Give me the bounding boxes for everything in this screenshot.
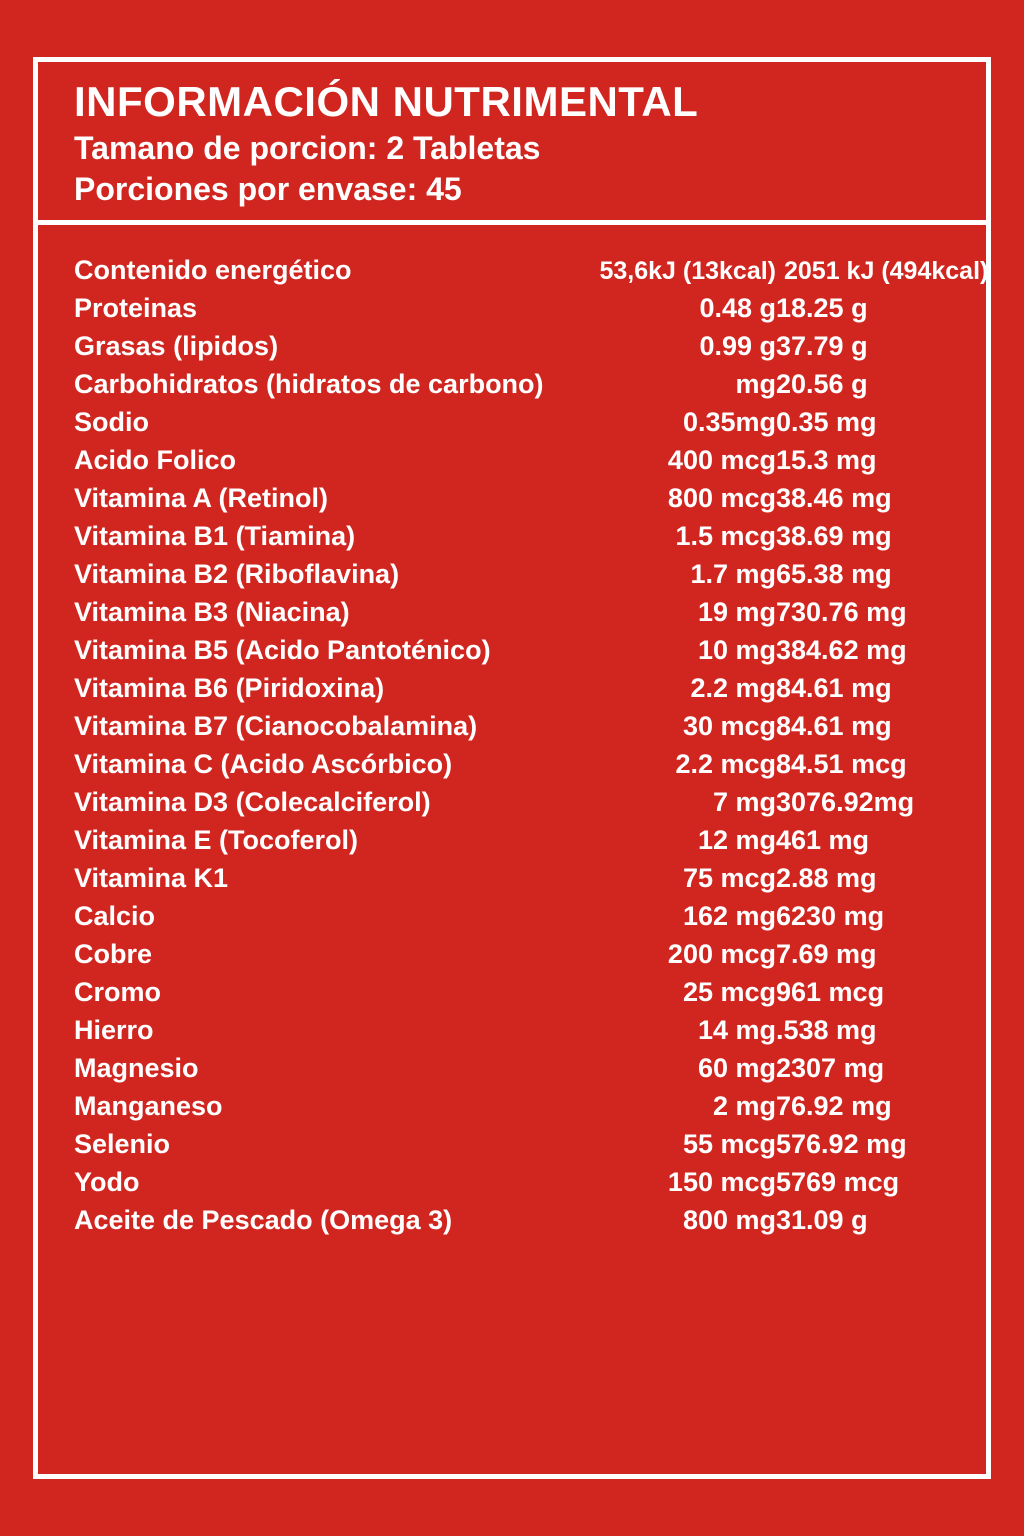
nutrient-name: Vitamina B1 (Tiamina) (74, 520, 356, 551)
nutrient-value-per-100g: 38.46 mg (776, 482, 892, 513)
table-row (74, 365, 1024, 403)
nutrient-name: Acido Folico (74, 444, 236, 475)
nutrient-value-per-100g: 15.3 mg (776, 444, 877, 475)
nutrient-value-per-100g: 730.76 mg (776, 596, 907, 627)
table-row (74, 1201, 1024, 1239)
table-row (74, 821, 1024, 859)
nutrient-value-per-serving: 2.2 mg (690, 672, 776, 703)
nutrient-name: Vitamina C (Acido Ascórbico) (74, 748, 453, 779)
nutrient-value-per-100g: 6230 mg (776, 900, 885, 931)
nutrient-value-per-serving: 14 mg (697, 1014, 776, 1045)
nutrient-value-per-100g: 18.25 g (776, 292, 868, 323)
table-row (74, 1049, 1024, 1087)
nutrient-name: Calcio (74, 900, 156, 931)
nutrient-name: Carbohidratos (hidratos de carbono) (74, 368, 544, 399)
nutrition-table-wrapper (38, 225, 989, 1474)
nutrient-value-per-100g: 961 mcg (776, 976, 885, 1007)
nutrition-table-body (74, 251, 1024, 1239)
table-row (74, 517, 1024, 555)
nutrient-value-per-serving: 25 mcg (682, 976, 776, 1007)
nutrient-name: Vitamina B7 (Cianocobalamina) (74, 710, 478, 741)
nutrient-value-per-serving: 75 mcg (682, 862, 776, 893)
nutrient-name: Contenido energético (74, 254, 352, 285)
nutrient-value-per-serving: mg (735, 368, 776, 399)
table-row (74, 745, 1024, 783)
nutrient-value-per-100g: 84.51 mcg (776, 748, 907, 779)
nutrient-name: Vitamina E (Tocoferol) (74, 824, 359, 855)
nutrient-value-per-100g: 84.61 mg (776, 710, 892, 741)
nutrient-name: Selenio (74, 1128, 171, 1159)
nutrient-value-per-serving: 19 mg (697, 596, 776, 627)
table-row (74, 1011, 1024, 1049)
table-row (74, 669, 1024, 707)
nutrient-value-per-serving: 1.7 mg (690, 558, 776, 589)
nutrient-name: Magnesio (74, 1052, 199, 1083)
nutrient-value-per-100g: 3076.92mg (776, 786, 915, 817)
nutrient-value-per-serving: 55 mcg (682, 1128, 776, 1159)
nutrient-value-per-serving: 7 mg (712, 786, 776, 817)
page-title: INFORMACIÓN NUTRIMENTAL (74, 78, 699, 125)
nutrient-name: Yodo (74, 1166, 140, 1197)
table-row (74, 403, 1024, 441)
nutrient-value-per-100g: 84.61 mg (776, 672, 892, 703)
nutrient-value-per-100g: 2051 kJ (494kcal) (784, 256, 989, 285)
nutrient-name: Sodio (74, 406, 149, 437)
nutrient-name: Vitamina B5 (Acido Pantoténico) (74, 634, 491, 665)
nutrition-table (74, 251, 1024, 1239)
table-row (74, 327, 1024, 365)
nutrient-value-per-100g: .538 mg (776, 1014, 877, 1045)
nutrient-value-per-serving: 400 mcg (667, 444, 776, 475)
nutrient-value-per-serving: 162 mg (682, 900, 776, 931)
nutrient-value-per-100g: 576.92 mg (776, 1128, 907, 1159)
nutrient-name: Manganeso (74, 1090, 223, 1121)
nutrient-value-per-serving: 12 mg (697, 824, 776, 855)
nutrient-value-per-serving: 10 mg (697, 634, 776, 665)
table-row (74, 897, 1024, 935)
nutrient-value-per-serving: 60 mg (697, 1052, 776, 1083)
nutrient-value-per-serving: 30 mcg (682, 710, 776, 741)
nutrient-value-per-serving: 200 mcg (667, 938, 776, 969)
nutrient-value-per-serving: 2.2 mcg (675, 748, 776, 779)
nutrient-value-per-100g: 37.79 g (776, 330, 868, 361)
nutrient-value-per-serving: 0.48 g (699, 292, 776, 323)
table-row (74, 593, 1024, 631)
nutrient-name: Aceite de Pescado (Omega 3) (74, 1204, 453, 1235)
nutrient-name: Vitamina B6 (Piridoxina) (74, 672, 385, 703)
nutrient-value-per-serving: 2 mg (712, 1090, 776, 1121)
table-row (74, 1163, 1024, 1201)
table-row (74, 859, 1024, 897)
serving-size-text: Tamano de porcion: 2 Tabletas (74, 130, 541, 167)
nutrient-value-per-serving: 800 mg (682, 1204, 776, 1235)
nutrient-value-per-100g: 2307 mg (776, 1052, 885, 1083)
nutrient-name: Hierro (74, 1014, 154, 1045)
nutrient-name: Vitamina B3 (Niacina) (74, 596, 350, 627)
nutrient-value-per-serving: 800 mcg (667, 482, 776, 513)
servings-per-container-text: Porciones por envase: 45 (74, 171, 462, 208)
nutrient-value-per-100g: 31.09 g (776, 1204, 868, 1235)
nutrient-value-per-100g: 2.88 mg (776, 862, 877, 893)
nutrient-name: Vitamina K1 (74, 862, 229, 893)
nutrient-value-per-serving: 1.5 mcg (675, 520, 776, 551)
nutrient-value-per-100g: 76.92 mg (776, 1090, 892, 1121)
table-row (74, 441, 1024, 479)
table-row (74, 1125, 1024, 1163)
nutrient-name: Vitamina D3 (Colecalciferol) (74, 786, 431, 817)
nutrition-facts-panel (33, 57, 991, 1479)
nutrient-value-per-serving: 150 mcg (667, 1166, 776, 1197)
table-row (74, 479, 1024, 517)
nutrient-value-per-serving: 0.35mg (682, 406, 776, 437)
nutrient-name: Vitamina B2 (Riboflavina) (74, 558, 400, 589)
table-row (74, 783, 1024, 821)
table-row (74, 289, 1024, 327)
nutrient-name: Vitamina A (Retinol) (74, 482, 329, 513)
nutrient-name: Grasas (lipidos) (74, 330, 279, 361)
nutrient-value-per-100g: 20.56 g (776, 368, 868, 399)
table-row (74, 555, 1024, 593)
table-row (74, 1087, 1024, 1125)
nutrient-value-per-serving: 53,6kJ (13kcal) (599, 256, 776, 285)
label-header (38, 62, 986, 225)
table-row (74, 973, 1024, 1011)
nutrient-value-per-100g: 5769 mcg (776, 1166, 900, 1197)
nutrient-name: Proteinas (74, 292, 198, 323)
nutrient-value-per-100g: 38.69 mg (776, 520, 892, 551)
nutrient-name: Cromo (74, 976, 161, 1007)
nutrient-value-per-100g: 7.69 mg (776, 938, 877, 969)
nutrient-value-per-100g: 0.35 mg (776, 406, 877, 437)
nutrient-value-per-100g: 384.62 mg (776, 634, 907, 665)
nutrient-value-per-100g: 65.38 mg (776, 558, 892, 589)
nutrient-name: Cobre (74, 938, 153, 969)
table-row (74, 935, 1024, 973)
table-row (74, 707, 1024, 745)
nutrient-value-per-serving: 0.99 g (699, 330, 776, 361)
table-row (74, 251, 1024, 289)
table-row (74, 631, 1024, 669)
nutrient-value-per-100g: 461 mg (776, 824, 870, 855)
